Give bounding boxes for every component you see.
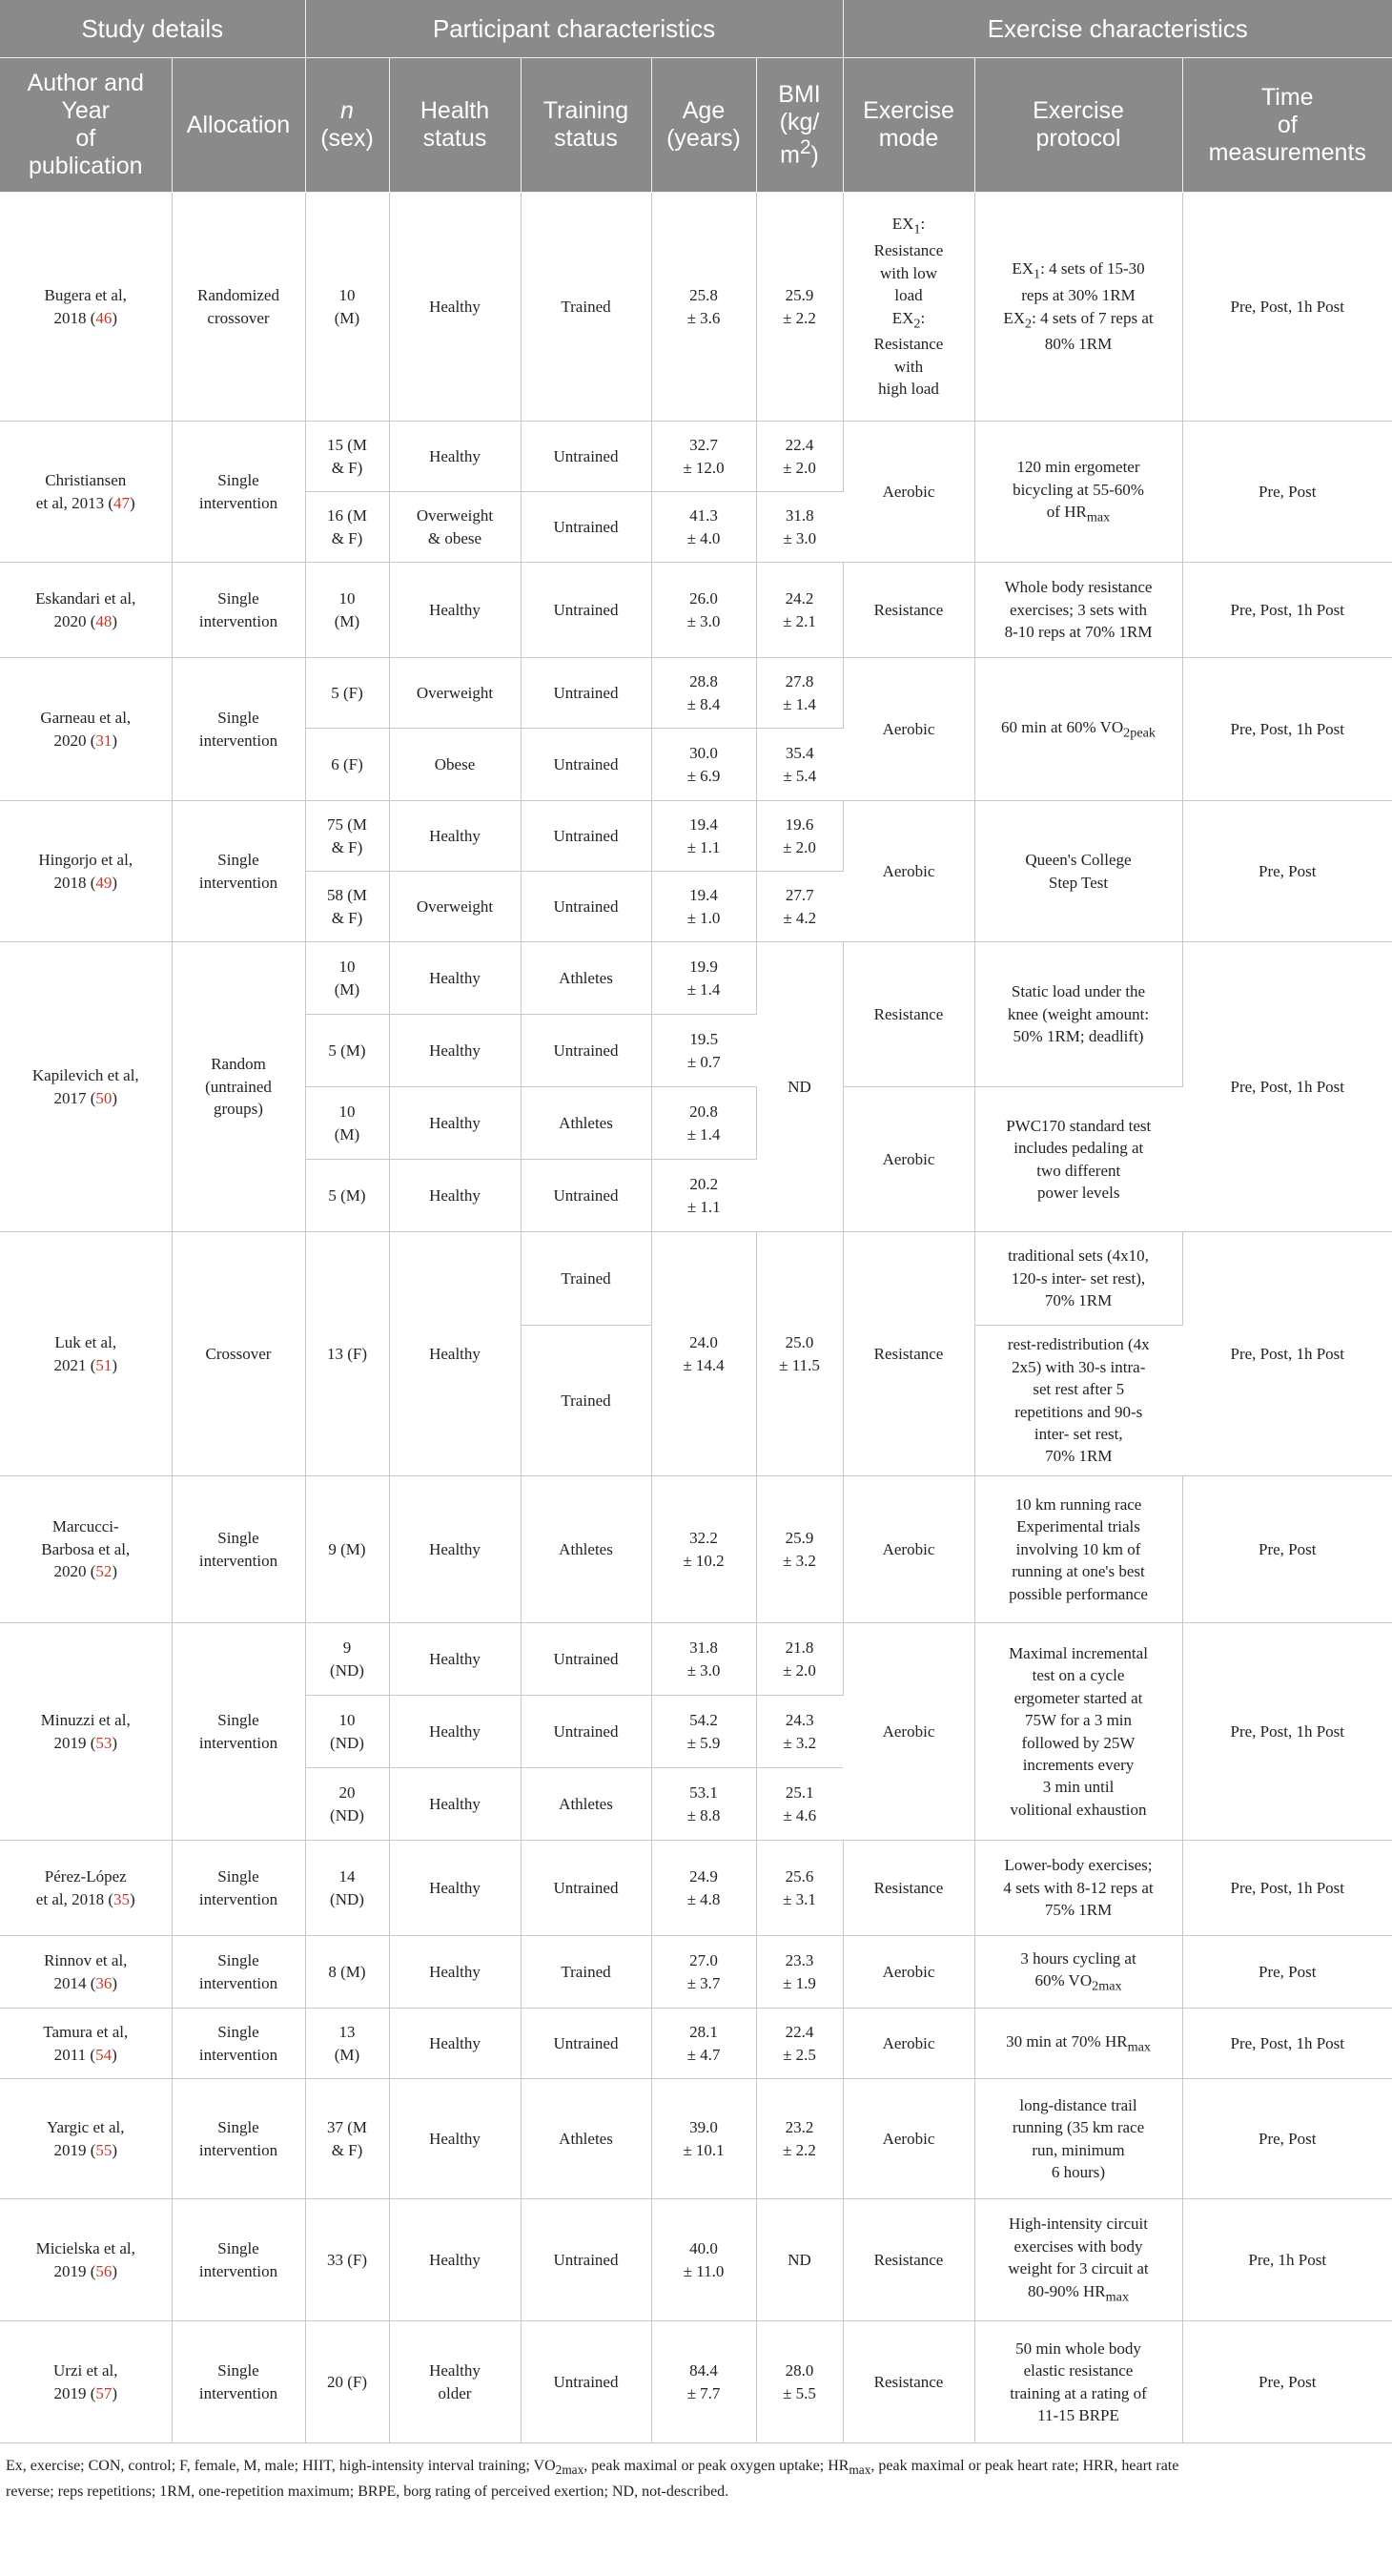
exercise-protocol-cell: Queen's College Step Test — [974, 801, 1182, 942]
group-study-details: Study details — [0, 0, 305, 58]
training-status-cell: Untrained — [521, 1696, 651, 1768]
reference-link[interactable]: 36 — [95, 1973, 113, 1992]
health-status-cell: Healthy — [389, 1623, 521, 1696]
age-cell: 54.2 ± 5.9 — [651, 1696, 756, 1768]
time-of-measurements-cell: Pre, Post, 1h Post — [1182, 2009, 1392, 2079]
training-status-cell: Trained — [521, 1936, 651, 2009]
allocation-cell: Crossover — [172, 1232, 305, 1476]
exercise-mode-cell: Aerobic — [843, 1936, 974, 2009]
allocation-cell: Single intervention — [172, 658, 305, 801]
author-cell: Garneau et al, 2020 (31) — [0, 658, 172, 801]
reference-link[interactable]: 56 — [95, 2261, 113, 2280]
time-of-measurements-cell: Pre, Post — [1182, 422, 1392, 563]
table-row — [0, 2079, 1392, 2199]
health-status-cell: Healthy — [389, 1160, 521, 1232]
reference-link[interactable]: 53 — [95, 1733, 113, 1752]
allocation-cell: Single intervention — [172, 422, 305, 563]
age-cell: 25.8 ± 3.6 — [651, 193, 756, 422]
training-status-cell: Untrained — [521, 872, 651, 942]
author-cell: Marcucci- Barbosa et al, 2020 (52) — [0, 1476, 172, 1623]
table-row — [0, 942, 1392, 1015]
n-sex-cell: 10 (M) — [305, 1087, 389, 1160]
training-status-cell: Athletes — [521, 1476, 651, 1623]
training-status-cell: Athletes — [521, 2079, 651, 2199]
age-cell: 20.8 ± 1.4 — [651, 1087, 756, 1160]
col-time-of-measurements: Time of measurements — [1182, 58, 1392, 193]
author-cell: Kapilevich et al, 2017 (50) — [0, 942, 172, 1232]
time-of-measurements-cell: Pre, Post — [1182, 1936, 1392, 2009]
n-sex-cell: 5 (M) — [305, 1015, 389, 1087]
allocation-cell: Single intervention — [172, 1936, 305, 2009]
reference-link[interactable]: 57 — [95, 2383, 113, 2402]
exercise-mode-cell: Resistance — [843, 563, 974, 658]
age-cell: 32.7 ± 12.0 — [651, 422, 756, 492]
exercise-protocol-cell: traditional sets (4x10, 120-s inter- set rest), 70% 1RM — [974, 1232, 1182, 1326]
bmi-cell: 23.3 ± 1.9 — [756, 1936, 843, 2009]
age-cell: 32.2 ± 10.2 — [651, 1476, 756, 1623]
health-status-cell: Healthy — [389, 942, 521, 1015]
age-cell: 39.0 ± 10.1 — [651, 2079, 756, 2199]
bmi-cell: 25.6 ± 3.1 — [756, 1841, 843, 1936]
allocation-cell: Randomized crossover — [172, 193, 305, 422]
training-status-cell: Untrained — [521, 492, 651, 563]
group-exercise-characteristics: Exercise characteristics — [843, 0, 1392, 58]
col-bmi: BMI (kg/ $m^2$) — [756, 58, 843, 193]
exercise-mode-cell: Aerobic — [843, 1476, 974, 1623]
n-sex-cell: 10 (M) — [305, 942, 389, 1015]
col-exercise-protocol: Exercise protocol — [974, 58, 1182, 193]
training-status-cell: Trained — [521, 193, 651, 422]
table-row — [0, 1841, 1392, 1936]
n-sex-cell: 8 (M) — [305, 1936, 389, 2009]
author-cell: Rinnov et al, 2014 (36) — [0, 1936, 172, 2009]
reference-link[interactable]: 31 — [95, 731, 113, 750]
bmi-cell: 28.0 ± 5.5 — [756, 2321, 843, 2443]
exercise-protocol-cell: PWC170 standard test includes pedaling at two different power levels — [974, 1087, 1182, 1232]
exercise-mode-cell: Aerobic — [843, 658, 974, 801]
training-status-cell: Untrained — [521, 658, 651, 729]
age-cell: 19.5 ± 0.7 — [651, 1015, 756, 1087]
health-status-cell: Healthy — [389, 193, 521, 422]
author-cell: Minuzzi et al, 2019 (53) — [0, 1623, 172, 1841]
table-row — [0, 193, 1392, 422]
table-row — [0, 2009, 1392, 2079]
time-of-measurements-cell: Pre, Post — [1182, 801, 1392, 942]
health-status-cell: Healthy — [389, 1696, 521, 1768]
bmi-cell: ND — [756, 2199, 843, 2321]
age-cell: 30.0 ± 6.9 — [651, 729, 756, 801]
reference-link[interactable]: 47 — [113, 493, 131, 512]
n-sex-cell: 16 (M & F) — [305, 492, 389, 563]
bmi-cell: 25.9 ± 2.2 — [756, 193, 843, 422]
age-cell: 19.4 ± 1.1 — [651, 801, 756, 872]
health-status-cell: Healthy — [389, 1768, 521, 1841]
age-cell: 31.8 ± 3.0 — [651, 1623, 756, 1696]
training-status-cell: Untrained — [521, 422, 651, 492]
age-cell: 27.0 ± 3.7 — [651, 1936, 756, 2009]
bmi-cell: 19.6 ± 2.0 — [756, 801, 843, 872]
age-cell: 19.9 ± 1.4 — [651, 942, 756, 1015]
bmi-cell: 22.4 ± 2.0 — [756, 422, 843, 492]
col-exercise-mode: Exercise mode — [843, 58, 974, 193]
reference-link[interactable]: 49 — [95, 873, 113, 892]
exercise-protocol-cell: Static load under the knee (weight amount: 50% 1RM; deadlift) — [974, 942, 1182, 1087]
time-of-measurements-cell: Pre, Post, 1h Post — [1182, 1232, 1392, 1476]
reference-link[interactable]: 48 — [95, 611, 113, 630]
n-sex-cell: 10 (M) — [305, 193, 389, 422]
health-status-cell: Healthy — [389, 1015, 521, 1087]
training-status-cell: Untrained — [521, 563, 651, 658]
age-cell: 26.0 ± 3.0 — [651, 563, 756, 658]
author-cell: Bugera et al, 2018 (46) — [0, 193, 172, 422]
exercise-mode-cell: Resistance — [843, 1841, 974, 1936]
health-status-cell: Healthy — [389, 2079, 521, 2199]
reference-link[interactable]: 55 — [95, 2140, 113, 2159]
health-status-cell: Healthy — [389, 563, 521, 658]
exercise-mode-cell: Resistance — [843, 2321, 974, 2443]
time-of-measurements-cell: Pre, Post — [1182, 2321, 1392, 2443]
time-of-measurements-cell: Pre, 1h Post — [1182, 2199, 1392, 2321]
n-sex-cell: 9 (M) — [305, 1476, 389, 1623]
col-n-sex: n (sex) — [305, 58, 389, 193]
allocation-cell: Single intervention — [172, 563, 305, 658]
col-allocation: Allocation — [172, 58, 305, 193]
health-status-cell: Overweight — [389, 658, 521, 729]
training-status-cell: Untrained — [521, 2321, 651, 2443]
exercise-protocol-cell: 10 km running race Experimental trials involving 10 km of running at one's best possible performance — [974, 1476, 1182, 1623]
bmi-cell: 24.3 ± 3.2 — [756, 1696, 843, 1768]
author-cell: Yargic et al, 2019 (55) — [0, 2079, 172, 2199]
age-cell: 53.1 ± 8.8 — [651, 1768, 756, 1841]
training-status-cell: Untrained — [521, 801, 651, 872]
age-cell: 20.2 ± 1.1 — [651, 1160, 756, 1232]
exercise-mode-cell: Aerobic — [843, 2009, 974, 2079]
bmi-cell: 24.2 ± 2.1 — [756, 563, 843, 658]
reference-link[interactable]: 52 — [95, 1562, 113, 1581]
health-status-cell: Overweight — [389, 872, 521, 942]
health-status-cell: Healthy — [389, 1232, 521, 1476]
col-health-status: Health status — [389, 58, 521, 193]
n-sex-cell: 5 (M) — [305, 1160, 389, 1232]
table-row — [0, 1936, 1392, 2009]
time-of-measurements-cell: Pre, Post, 1h Post — [1182, 942, 1392, 1232]
exercise-protocol-cell: $EX_1$: 4 sets of 15-30 reps at 30% 1RM $EX_2$: 4 sets of 7 reps at 80% 1RM — [974, 193, 1182, 422]
reference-link[interactable]: 50 — [95, 1088, 113, 1107]
training-status-cell: Untrained — [521, 729, 651, 801]
bmi-cell: 25.9 ± 3.2 — [756, 1476, 843, 1623]
n-sex-cell: 15 (M & F) — [305, 422, 389, 492]
allocation-cell: Single intervention — [172, 2199, 305, 2321]
table-row — [0, 422, 1392, 492]
training-status-cell: Athletes — [521, 1087, 651, 1160]
n-sex-cell: 6 (F) — [305, 729, 389, 801]
time-of-measurements-cell: Pre, Post, 1h Post — [1182, 1623, 1392, 1841]
age-cell: 24.0 ± 14.4 — [651, 1232, 756, 1476]
author-cell: Urzi et al, 2019 (57) — [0, 2321, 172, 2443]
reference-link[interactable]: 46 — [95, 308, 113, 327]
n-sex-cell: 14 (ND) — [305, 1841, 389, 1936]
reference-link[interactable]: 54 — [95, 2045, 113, 2064]
age-cell: 28.8 ± 8.4 — [651, 658, 756, 729]
bmi-cell: 31.8 ± 3.0 — [756, 492, 843, 563]
exercise-mode-cell: Aerobic — [843, 1087, 974, 1232]
training-status-cell: Trained — [521, 1232, 651, 1326]
health-status-cell: Healthy — [389, 801, 521, 872]
health-status-cell: Healthy — [389, 1087, 521, 1160]
time-of-measurements-cell: Pre, Post — [1182, 2079, 1392, 2199]
exercise-protocol-cell: 120 min ergometer bicycling at 55-60% of $HR_{max}$ — [974, 422, 1182, 563]
health-status-cell: Healthy — [389, 1936, 521, 2009]
exercise-mode-cell: Aerobic — [843, 2079, 974, 2199]
time-of-measurements-cell: Pre, Post — [1182, 1476, 1392, 1623]
health-status-cell: Healthy — [389, 2009, 521, 2079]
exercise-protocol-cell: 30 min at 70% $HR_{max}$ — [974, 2009, 1182, 2079]
training-status-cell: Trained — [521, 1326, 651, 1476]
table-row — [0, 801, 1392, 872]
exercise-protocol-cell: 60 min at 60% $VO_{2peak}$ — [974, 658, 1182, 801]
author-cell: Tamura et al, 2011 (54) — [0, 2009, 172, 2079]
reference-link[interactable]: 35 — [113, 1889, 131, 1908]
author-cell: Luk et al, 2021 (51) — [0, 1232, 172, 1476]
exercise-mode-cell: Aerobic — [843, 422, 974, 563]
n-sex-cell: 10 (M) — [305, 563, 389, 658]
group-participant-characteristics: Participant characteristics — [305, 0, 843, 58]
author-cell: Hingorjo et al, 2018 (49) — [0, 801, 172, 942]
age-cell: 19.4 ± 1.0 — [651, 872, 756, 942]
allocation-cell: Single intervention — [172, 2009, 305, 2079]
age-cell: 28.1 ± 4.7 — [651, 2009, 756, 2079]
allocation-cell: Single intervention — [172, 1623, 305, 1841]
exercise-protocol-cell: 50 min whole body elastic resistance training at a rating of 11-15 BRPE — [974, 2321, 1182, 2443]
time-of-measurements-cell: Pre, Post, 1h Post — [1182, 193, 1392, 422]
allocation-cell: Single intervention — [172, 2321, 305, 2443]
time-of-measurements-cell: Pre, Post, 1h Post — [1182, 563, 1392, 658]
training-status-cell: Athletes — [521, 942, 651, 1015]
n-sex-cell: 9 (ND) — [305, 1623, 389, 1696]
table-row — [0, 1232, 1392, 1326]
allocation-cell: Single intervention — [172, 1841, 305, 1936]
bmi-cell: 22.4 ± 2.5 — [756, 2009, 843, 2079]
exercise-mode-cell: Resistance — [843, 942, 974, 1087]
exercise-protocol-cell: Lower-body exercises; 4 sets with 8-12 reps at 75% 1RM — [974, 1841, 1182, 1936]
health-status-cell: Obese — [389, 729, 521, 801]
table-row — [0, 1623, 1392, 1696]
exercise-protocol-cell: High-intensity circuit exercises with body weight for 3 circuit at 80-90% $HR_{max}$ — [974, 2199, 1182, 2321]
author-cell: Micielska et al, 2019 (56) — [0, 2199, 172, 2321]
table-row — [0, 1476, 1392, 1623]
bmi-cell: 27.7 ± 4.2 — [756, 872, 843, 942]
col-age: Age (years) — [651, 58, 756, 193]
age-cell: 41.3 ± 4.0 — [651, 492, 756, 563]
reference-link[interactable]: 51 — [95, 1355, 113, 1374]
training-status-cell: Untrained — [521, 1623, 651, 1696]
exercise-protocol-cell: long-distance trail running (35 km race run, minimum 6 hours) — [974, 2079, 1182, 2199]
allocation-cell: Random (untrained groups) — [172, 942, 305, 1232]
training-status-cell: Untrained — [521, 2199, 651, 2321]
age-cell: 24.9 ± 4.8 — [651, 1841, 756, 1936]
n-sex-cell: 20 (F) — [305, 2321, 389, 2443]
health-status-cell: Overweight & obese — [389, 492, 521, 563]
health-status-cell: Healthy — [389, 1476, 521, 1623]
exercise-protocol-cell: Whole body resistance exercises; 3 sets with 8-10 reps at 70% 1RM — [974, 563, 1182, 658]
bmi-cell: 21.8 ± 2.0 — [756, 1623, 843, 1696]
allocation-cell: Single intervention — [172, 801, 305, 942]
exercise-mode-cell: Aerobic — [843, 1623, 974, 1841]
training-status-cell: Athletes — [521, 1768, 651, 1841]
bmi-cell: ND — [756, 942, 843, 1232]
age-cell: 84.4 ± 7.7 — [651, 2321, 756, 2443]
training-status-cell: Untrained — [521, 1015, 651, 1087]
health-status-cell: Healthy — [389, 422, 521, 492]
n-sex-cell: 10 (ND) — [305, 1696, 389, 1768]
exercise-mode-cell: Resistance — [843, 2199, 974, 2321]
exercise-mode-cell: Aerobic — [843, 801, 974, 942]
health-status-cell: Healthy older — [389, 2321, 521, 2443]
training-status-cell: Untrained — [521, 1160, 651, 1232]
table-row — [0, 2199, 1392, 2321]
exercise-protocol-cell: rest-redistribution (4x 2x5) with 30-s intra- set rest after 5 repetitions and 90-s inter- set rest, 70% 1RM — [974, 1326, 1182, 1476]
header-column-row — [0, 58, 1392, 193]
bmi-cell: 27.8 ± 1.4 — [756, 658, 843, 729]
bmi-cell: 25.0 ± 11.5 — [756, 1232, 843, 1476]
author-cell: Eskandari et al, 2020 (48) — [0, 563, 172, 658]
table-footnote: Ex, exercise; CON, control; F, female, M, male; HIIT, high-intensity interval training; $VO_{2max}$, peak maximal or peak oxygen uptake; $HR_{max}$, peak maximal or peak heart rate; HRR, heart rate reverse; reps repetitions; 1RM, one-repetition maximum; BRPE, borg rating of perceived exertion; ND, not-described. — [6, 2458, 1179, 2500]
n-sex-cell: 13 (F) — [305, 1232, 389, 1476]
header-group-row — [0, 0, 1392, 58]
n-sex-cell: 58 (M & F) — [305, 872, 389, 942]
exercise-protocol-cell: 3 hours cycling at 60% $VO_{2max}$ — [974, 1936, 1182, 2009]
time-of-measurements-cell: Pre, Post, 1h Post — [1182, 1841, 1392, 1936]
allocation-cell: Single intervention — [172, 2079, 305, 2199]
training-status-cell: Untrained — [521, 2009, 651, 2079]
health-status-cell: Healthy — [389, 2199, 521, 2321]
bmi-cell: 23.2 ± 2.2 — [756, 2079, 843, 2199]
author-cell: Pérez-López et al, 2018 (35) — [0, 1841, 172, 1936]
health-status-cell: Healthy — [389, 1841, 521, 1936]
allocation-cell: Single intervention — [172, 1476, 305, 1623]
col-training-status: Training status — [521, 58, 651, 193]
exercise-protocol-cell: Maximal incremental test on a cycle ergometer started at 75W for a 3 min followed by 25W increments every 3 min until volitional exhaustion — [974, 1623, 1182, 1841]
exercise-mode-cell: $EX_1$: Resistance with low load $EX_2$: Resistance with high load — [843, 193, 974, 422]
table-row — [0, 563, 1392, 658]
training-status-cell: Untrained — [521, 1841, 651, 1936]
table-row — [0, 658, 1392, 729]
author-cell: Christiansen et al, 2013 (47) — [0, 422, 172, 563]
n-sex-cell: 37 (M & F) — [305, 2079, 389, 2199]
col-author: Author and Year of publication — [0, 58, 172, 193]
age-cell: 40.0 ± 11.0 — [651, 2199, 756, 2321]
n-sex-cell: 20 (ND) — [305, 1768, 389, 1841]
time-of-measurements-cell: Pre, Post, 1h Post — [1182, 658, 1392, 801]
exercise-mode-cell: Resistance — [843, 1232, 974, 1476]
bmi-cell: 25.1 ± 4.6 — [756, 1768, 843, 1841]
n-sex-cell: 5 (F) — [305, 658, 389, 729]
table-row — [0, 2321, 1392, 2443]
n-sex-cell: 33 (F) — [305, 2199, 389, 2321]
bmi-cell: 35.4 ± 5.4 — [756, 729, 843, 801]
n-sex-cell: 75 (M & F) — [305, 801, 389, 872]
n-sex-cell: 13 (M) — [305, 2009, 389, 2079]
